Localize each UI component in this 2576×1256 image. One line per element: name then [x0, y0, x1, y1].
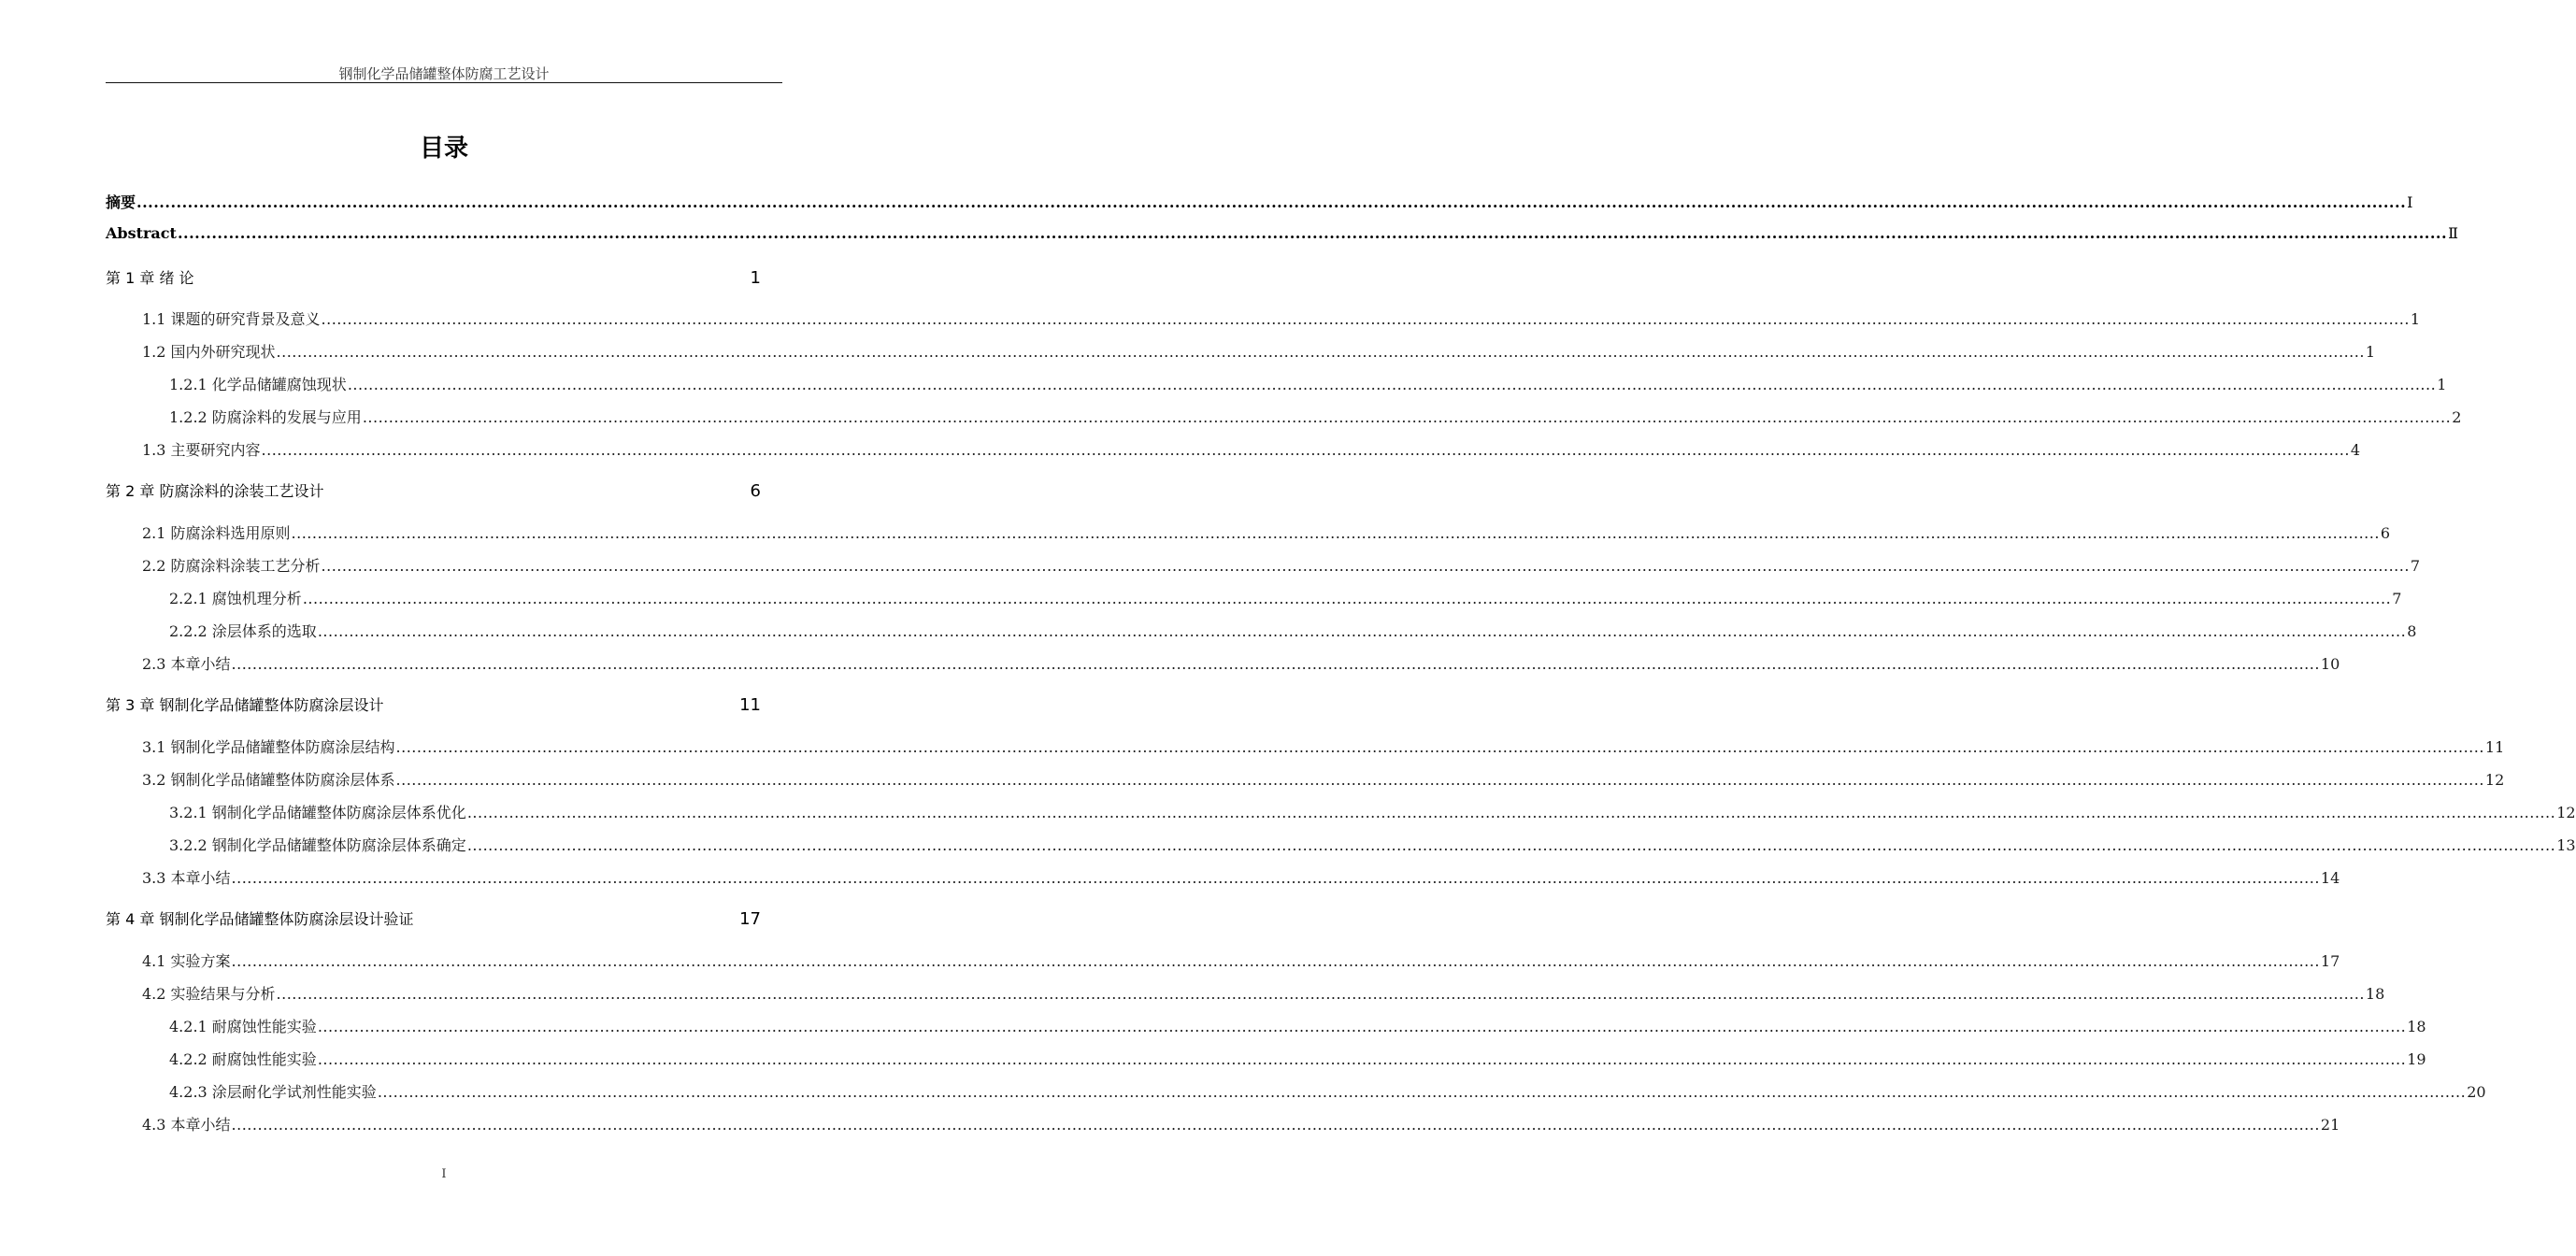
toc-entry-label: Abstract: [106, 224, 177, 242]
toc-chapter-entry[interactable]: [106, 266, 782, 288]
toc-subsection-entry[interactable]: [169, 801, 2576, 822]
toc-subsection-entry[interactable]: [169, 406, 2462, 427]
toc-section-entry[interactable]: [142, 949, 2340, 971]
toc-subsection-entry[interactable]: [169, 1048, 2426, 1069]
toc-entry-page-number: 21: [2320, 1116, 2340, 1134]
toc-leader-dots: ................................................................................................................................................................................................................................................................................................................................................................................................................: [261, 441, 2350, 459]
toc-subsection-entry[interactable]: [169, 1080, 2486, 1102]
toc-entry-page-number: 7: [2392, 590, 2402, 607]
toc-front-entry[interactable]: [106, 191, 2413, 212]
toc-entry-page-number: Ⅰ: [2407, 193, 2413, 211]
toc-leader-dots: ................................................................................................................................................................................................................................................................................................................................................................................................................: [395, 738, 2484, 756]
toc-leader-dots: ................................................................................................................................................................................................................................................................................................................................................................................................................: [466, 804, 2556, 821]
toc-entry-label: 3.1 钢制化学品储罐整体防腐涂层结构: [142, 738, 395, 756]
toc-entry-page-number: 6: [750, 481, 761, 501]
toc-leader-dots: ................................................................................................................................................................................................................................................................................................................................................................................................................: [136, 193, 2407, 211]
toc-leader-dots: ................................................................................................................................................................................................................................................................................................................................................................................................................: [347, 376, 2437, 393]
toc-leader-dots: ................................................................................................................................................................................................................................................................................................................................................................................................................: [276, 343, 2365, 361]
toc-entry-label: 摘要: [106, 193, 136, 211]
toc-leader-dots: ................................................................................................................................................................................................................................................................................................................................................................................................................: [291, 524, 2380, 542]
toc-entry-page-number: 4: [2350, 441, 2361, 459]
toc-subsection-entry[interactable]: [169, 1015, 2426, 1036]
toc-entry-page-number: 18: [2407, 1018, 2426, 1035]
header-rule: [106, 82, 782, 83]
toc-entry-label: 2.2.1 腐蚀机理分析: [169, 590, 302, 607]
toc-entry-page-number: 12: [2556, 804, 2576, 821]
toc-entry-page-number: 12: [2484, 771, 2505, 789]
toc-subsection-entry[interactable]: [169, 373, 2447, 394]
toc-entry-label: 1.2 国内外研究现状: [142, 343, 276, 361]
running-header: 钢制化学品储罐整体防腐工艺设计: [338, 65, 550, 82]
toc-leader-dots: ................................................................................................................................................................................................................................................................................................................................................................................................................: [317, 622, 2407, 640]
toc-entry-label: 4.2.3 涂层耐化学试剂性能实验: [169, 1083, 377, 1101]
toc-entry-label: 第 3 章 钢制化学品储罐整体防腐涂层设计: [106, 696, 384, 714]
toc-leader-dots: ................................................................................................................................................................................................................................................................................................................................................................................................................: [302, 590, 2392, 607]
toc-entry-page-number: 1: [2365, 343, 2376, 361]
toc-leader-dots: ................................................................................................................................................................................................................................................................................................................................................................................................................: [231, 952, 2320, 970]
toc-entry-page-number: 13: [2556, 836, 2576, 854]
toc-entry-page-number: 1: [750, 268, 761, 288]
toc-entry-label: 4.3 本章小结: [142, 1116, 231, 1134]
toc-section-entry[interactable]: [142, 768, 2505, 790]
toc-entry-label: 2.1 防腐涂料选用原则: [142, 524, 291, 542]
toc-entry-label: 3.2.2 钢制化学品储罐整体防腐涂层体系确定: [169, 836, 466, 854]
toc-leader-dots: ................................................................................................................................................................................................................................................................................................................................................................................................................: [317, 1050, 2407, 1068]
toc-leader-dots: ................................................................................................................................................................................................................................................................................................................................................................................................................: [395, 771, 2484, 789]
toc-entry-page-number: 20: [2467, 1083, 2486, 1101]
page-number: I: [441, 1167, 447, 1181]
toc-section-entry[interactable]: [142, 554, 2421, 576]
toc-entry-label: 2.2.2 涂层体系的选取: [169, 622, 317, 640]
toc-section-entry[interactable]: [142, 982, 2385, 1004]
toc-subsection-entry[interactable]: [169, 587, 2402, 608]
toc-entry-label: 第 4 章 钢制化学品储罐整体防腐涂层设计验证: [106, 910, 414, 928]
toc-entry-label: 1.3 主要研究内容: [142, 441, 261, 459]
toc-subsection-entry[interactable]: [169, 834, 2576, 855]
toc-entry-page-number: 6: [2380, 524, 2391, 542]
toc-section-entry[interactable]: [142, 438, 2361, 460]
toc-subsection-entry[interactable]: [169, 620, 2417, 641]
toc-entry-label: 3.2.1 钢制化学品储罐整体防腐涂层体系优化: [169, 804, 466, 821]
toc-entry-label: 2.3 本章小结: [142, 655, 231, 673]
toc-section-entry[interactable]: [142, 866, 2340, 888]
toc-leader-dots: ................................................................................................................................................................................................................................................................................................................................................................................................................: [317, 1018, 2407, 1035]
toc-title: 目录: [419, 135, 468, 163]
toc-leader-dots: ................................................................................................................................................................................................................................................................................................................................................................................................................: [466, 836, 2556, 854]
toc-entry-page-number: 11: [2484, 738, 2505, 756]
toc-entry-page-number: 2: [2452, 408, 2462, 426]
toc-leader-dots: ................................................................................................................................................................................................................................................................................................................................................................................................................: [377, 1083, 2467, 1101]
toc-section-entry[interactable]: [142, 652, 2340, 674]
toc-entry-page-number: 8: [2407, 622, 2417, 640]
toc-entry-label: 4.1 实验方案: [142, 952, 231, 970]
toc-entry-page-number: 17: [2320, 952, 2340, 970]
toc-entry-label: 3.2 钢制化学品储罐整体防腐涂层体系: [142, 771, 395, 789]
toc-leader-dots: ................................................................................................................................................................................................................................................................................................................................................................................................................: [321, 310, 2410, 328]
toc-section-entry[interactable]: [142, 340, 2376, 362]
toc-section-entry[interactable]: [142, 521, 2391, 543]
toc-leader-dots: ................................................................................................................................................................................................................................................................................................................................................................................................................: [231, 655, 2320, 673]
toc-chapter-entry[interactable]: [106, 907, 782, 929]
toc-chapter-entry[interactable]: [106, 479, 782, 501]
toc-front-entry[interactable]: [106, 224, 2458, 242]
toc-entry-label: 4.2 实验结果与分析: [142, 985, 276, 1003]
toc-section-entry[interactable]: [142, 307, 2421, 329]
toc-entry-label: 4.2.1 耐腐蚀性能实验: [169, 1018, 317, 1035]
toc-entry-page-number: 19: [2407, 1050, 2426, 1068]
toc-entry-label: 2.2 防腐涂料涂装工艺分析: [142, 557, 321, 575]
toc-leader-dots: ................................................................................................................................................................................................................................................................................................................................................................................................................: [231, 869, 2320, 887]
toc-leader-dots: ................................................................................................................................................................................................................................................................................................................................................................................................................: [362, 408, 2452, 426]
toc-entry-page-number: 18: [2365, 985, 2385, 1003]
toc-entry-label: 3.3 本章小结: [142, 869, 231, 887]
toc-entry-page-number: 1: [2437, 376, 2447, 393]
toc-leader-dots: ................................................................................................................................................................................................................................................................................................................................................................................................................: [321, 557, 2410, 575]
toc-entry-page-number: 11: [739, 695, 761, 715]
toc-entry-page-number: Ⅱ: [2448, 224, 2458, 242]
toc-entry-label: 4.2.2 耐腐蚀性能实验: [169, 1050, 317, 1068]
toc-entry-page-number: 10: [2320, 655, 2340, 673]
toc-entry-label: 第 1 章 绪 论: [106, 269, 194, 287]
toc-section-entry[interactable]: [142, 1113, 2340, 1135]
toc-section-entry[interactable]: [142, 735, 2505, 757]
toc-entry-label: 1.2.1 化学品储罐腐蚀现状: [169, 376, 347, 393]
toc-entry-page-number: 7: [2410, 557, 2421, 575]
toc-entry-label: 1.2.2 防腐涂料的发展与应用: [169, 408, 362, 426]
toc-leader-dots: ................................................................................................................................................................................................................................................................................................................................................................................................................: [276, 985, 2365, 1003]
toc-entry-page-number: 14: [2320, 869, 2340, 887]
toc-leader-dots: ................................................................................................................................................................................................................................................................................................................................................................................................................: [177, 224, 2448, 242]
toc-entry-label: 1.1 课题的研究背景及意义: [142, 310, 321, 328]
toc-leader-dots: ................................................................................................................................................................................................................................................................................................................................................................................................................: [231, 1116, 2320, 1134]
toc-entry-page-number: 17: [739, 909, 761, 929]
toc-entry-label: 第 2 章 防腐涂料的涂装工艺设计: [106, 482, 324, 500]
toc-entry-page-number: 1: [2410, 310, 2421, 328]
toc-chapter-entry[interactable]: [106, 693, 782, 715]
